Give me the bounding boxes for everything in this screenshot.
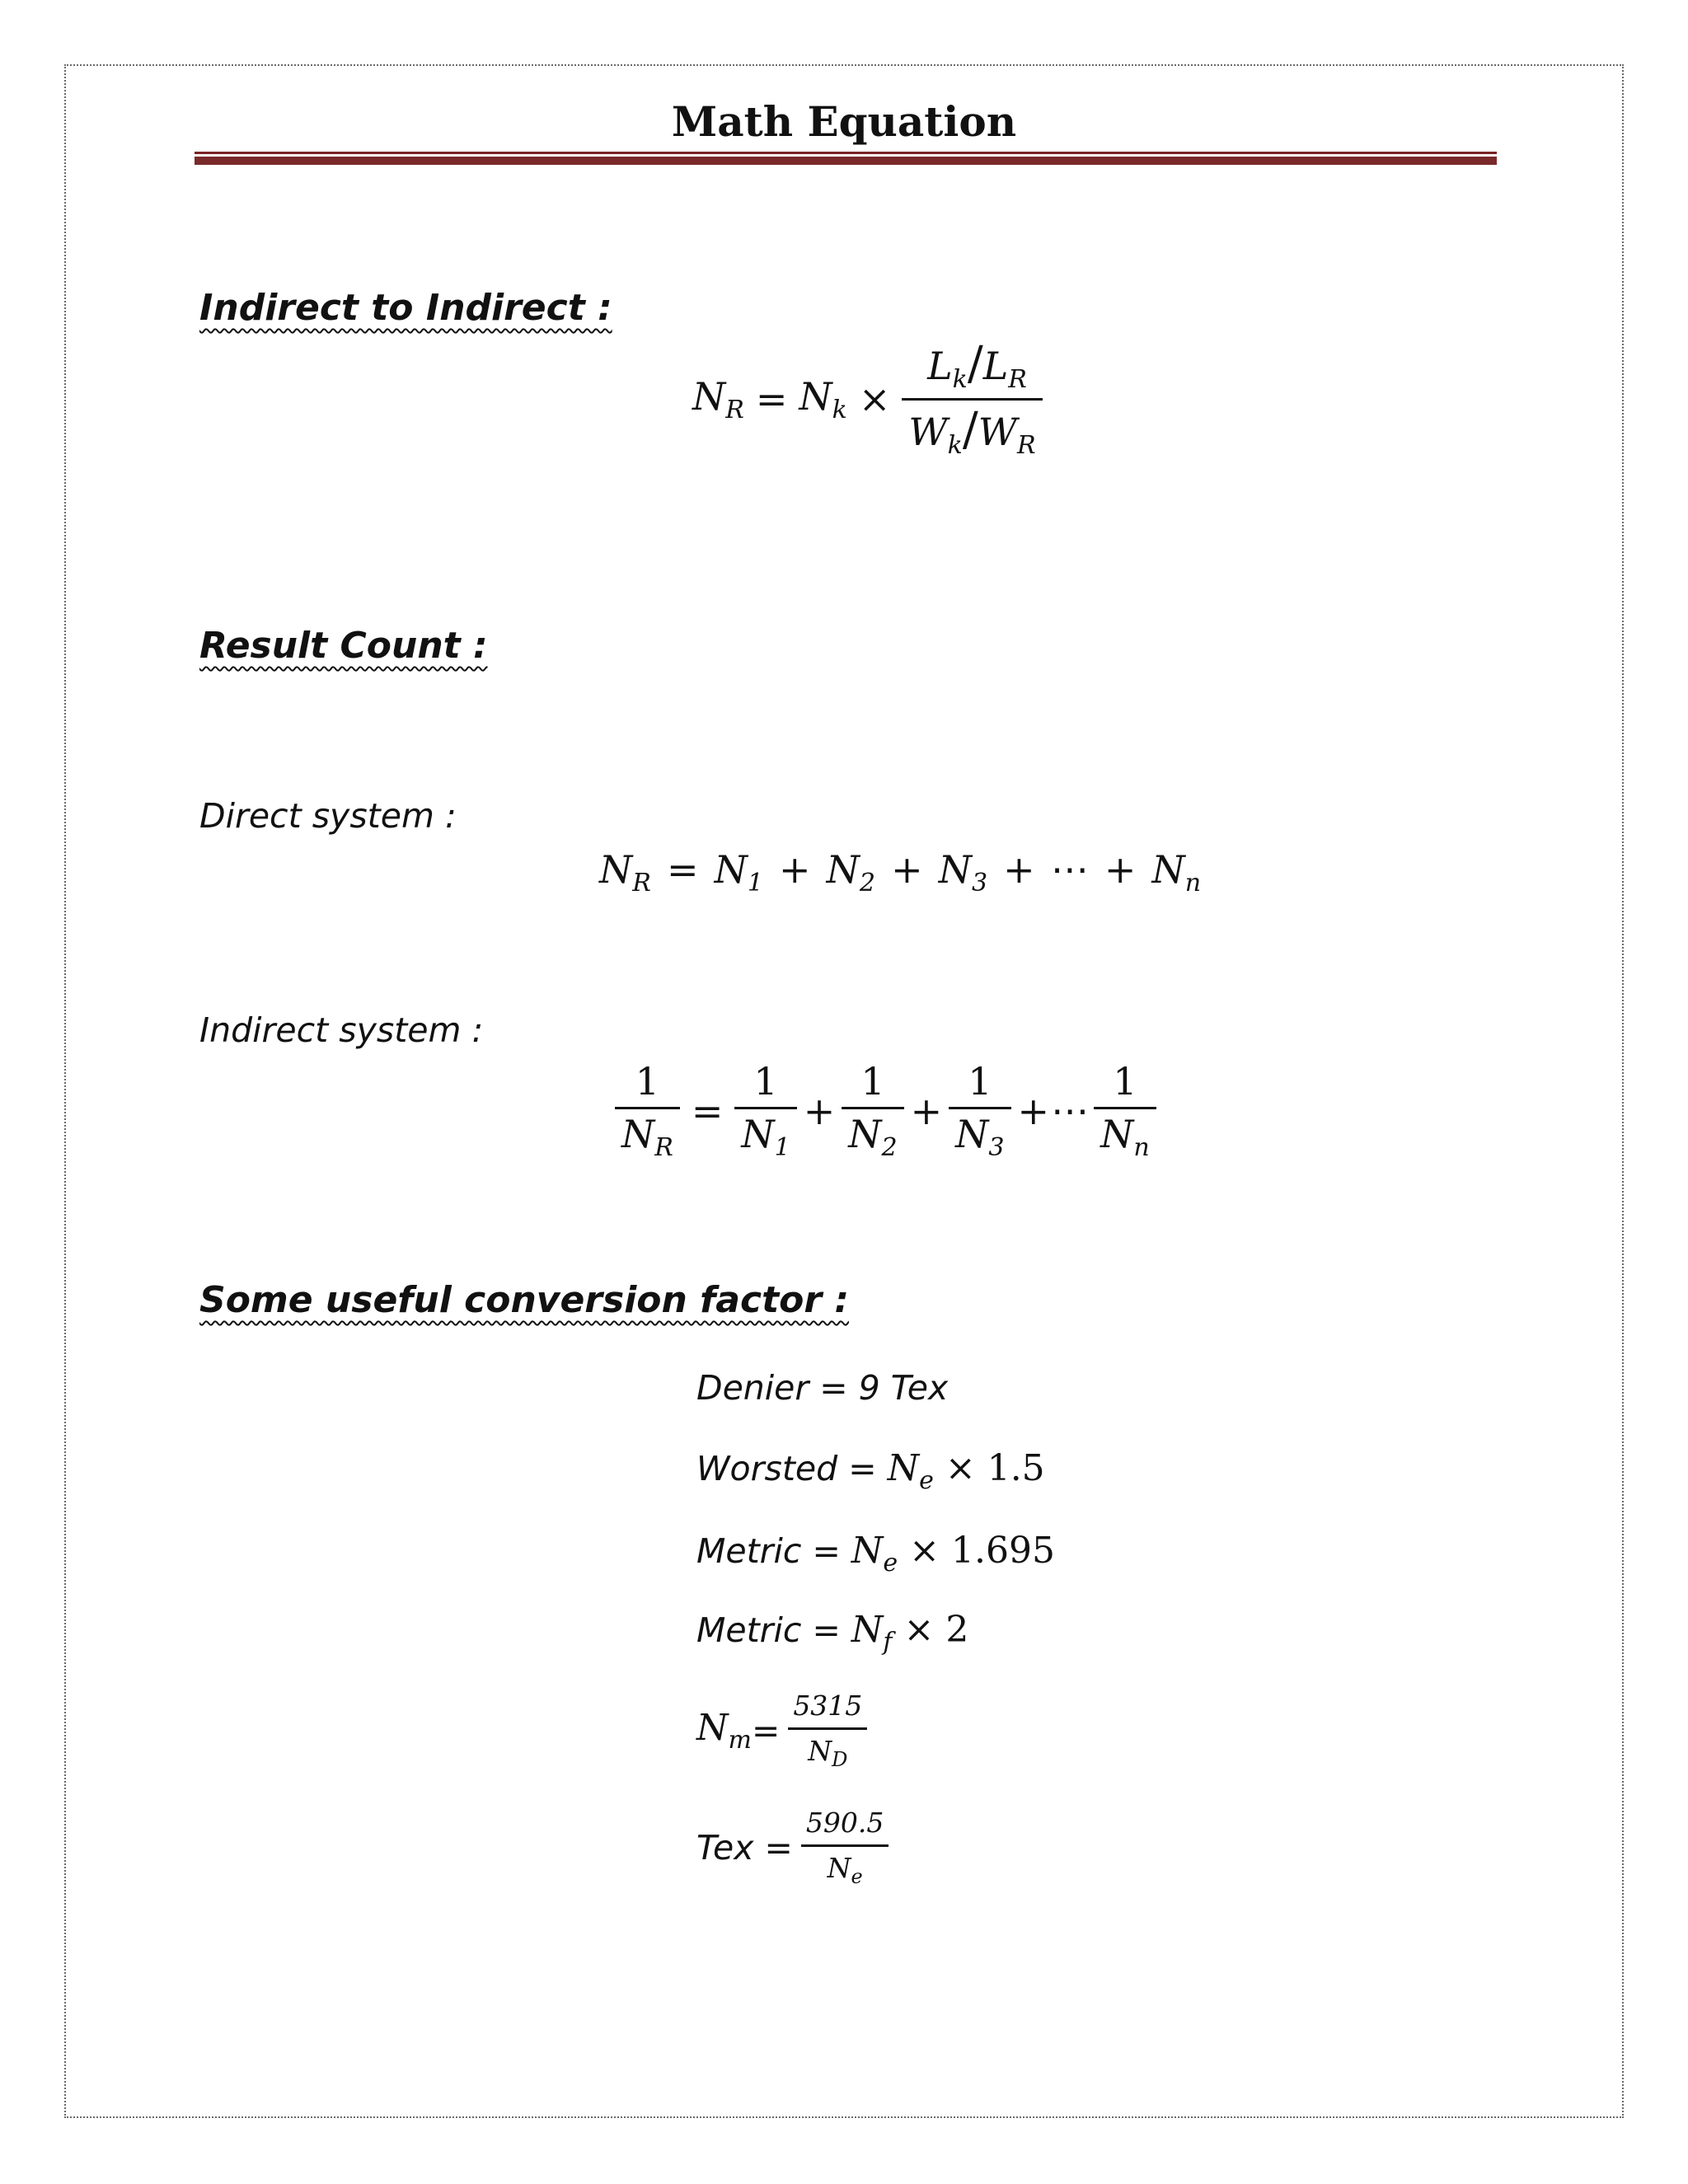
page-title: Math Equation bbox=[671, 97, 1017, 146]
label-direct-system: Direct system : bbox=[199, 796, 457, 836]
eq1-equals: = bbox=[755, 377, 788, 421]
eq3-fraction-1: $\frac{1}{N_1}$ bbox=[734, 1060, 796, 1162]
conversion-tex: Tex = $\frac{590.5}{N_e}$ bbox=[696, 1807, 889, 1888]
heading-indirect-to-indirect: Indirect to Indirect : bbox=[199, 287, 612, 329]
eq1-denominator: $W_k/W_R$ bbox=[908, 402, 1036, 460]
eq3-fraction-2: $\frac{1}{N_2}$ bbox=[842, 1060, 903, 1162]
equation-direct-system: $N_R = N_1 + N_2 + N_3$ + ⋯ + $N_n$ bbox=[599, 847, 1202, 898]
eq3-fraction-3: $\frac{1}{N_3}$ bbox=[949, 1060, 1010, 1162]
eq1-numerator: $L_k/L_R$ bbox=[927, 337, 1027, 394]
conversion-worsted: Worsted = $N_e \times 1.5$ bbox=[696, 1447, 1045, 1495]
conversion-metric-ne: Metric = $N_e \times 1.695$ bbox=[696, 1530, 1055, 1577]
eq3-fraction-n: $\frac{1}{N_n}$ bbox=[1094, 1060, 1156, 1162]
eq1-lhs: $N_R$ bbox=[692, 373, 744, 424]
equation-indirect-to-indirect bbox=[692, 338, 1048, 460]
title-rule-thick bbox=[195, 157, 1497, 165]
eq1-fraction-bar bbox=[902, 398, 1042, 401]
eq1-fraction bbox=[902, 338, 1042, 460]
eq1-nk: $N_k$ bbox=[799, 373, 847, 424]
title-rule-thin bbox=[195, 152, 1497, 154]
eq1-times: × bbox=[858, 377, 891, 421]
eq3-lhs-fraction: $\frac{1}{N_R}$ bbox=[615, 1060, 680, 1162]
conversion-denier: Denier = 9 Tex bbox=[696, 1368, 949, 1408]
nm-fraction: $\frac{5315}{N_D}$ bbox=[788, 1690, 867, 1771]
conversion-nm: $N_m$ = $\frac{5315}{N_D}$ bbox=[696, 1690, 867, 1771]
equation-indirect-system: $\frac{1}{N_R}$ = $\frac{1}{N_1}$ + $\frac{1}{N_2}$ + $\frac{1}{N_3}$ + ⋯ $\frac{1}{N_n}$ bbox=[610, 1060, 1161, 1162]
conversion-metric-nf: Metric = $N_f \times 2$ bbox=[696, 1609, 969, 1657]
label-indirect-system: Indirect system : bbox=[199, 1010, 484, 1050]
heading-result-count: Result Count : bbox=[199, 625, 488, 667]
tex-fraction: $\frac{590.5}{N_e}$ bbox=[801, 1807, 889, 1888]
heading-conversion-factor: Some useful conversion factor : bbox=[199, 1279, 849, 1321]
